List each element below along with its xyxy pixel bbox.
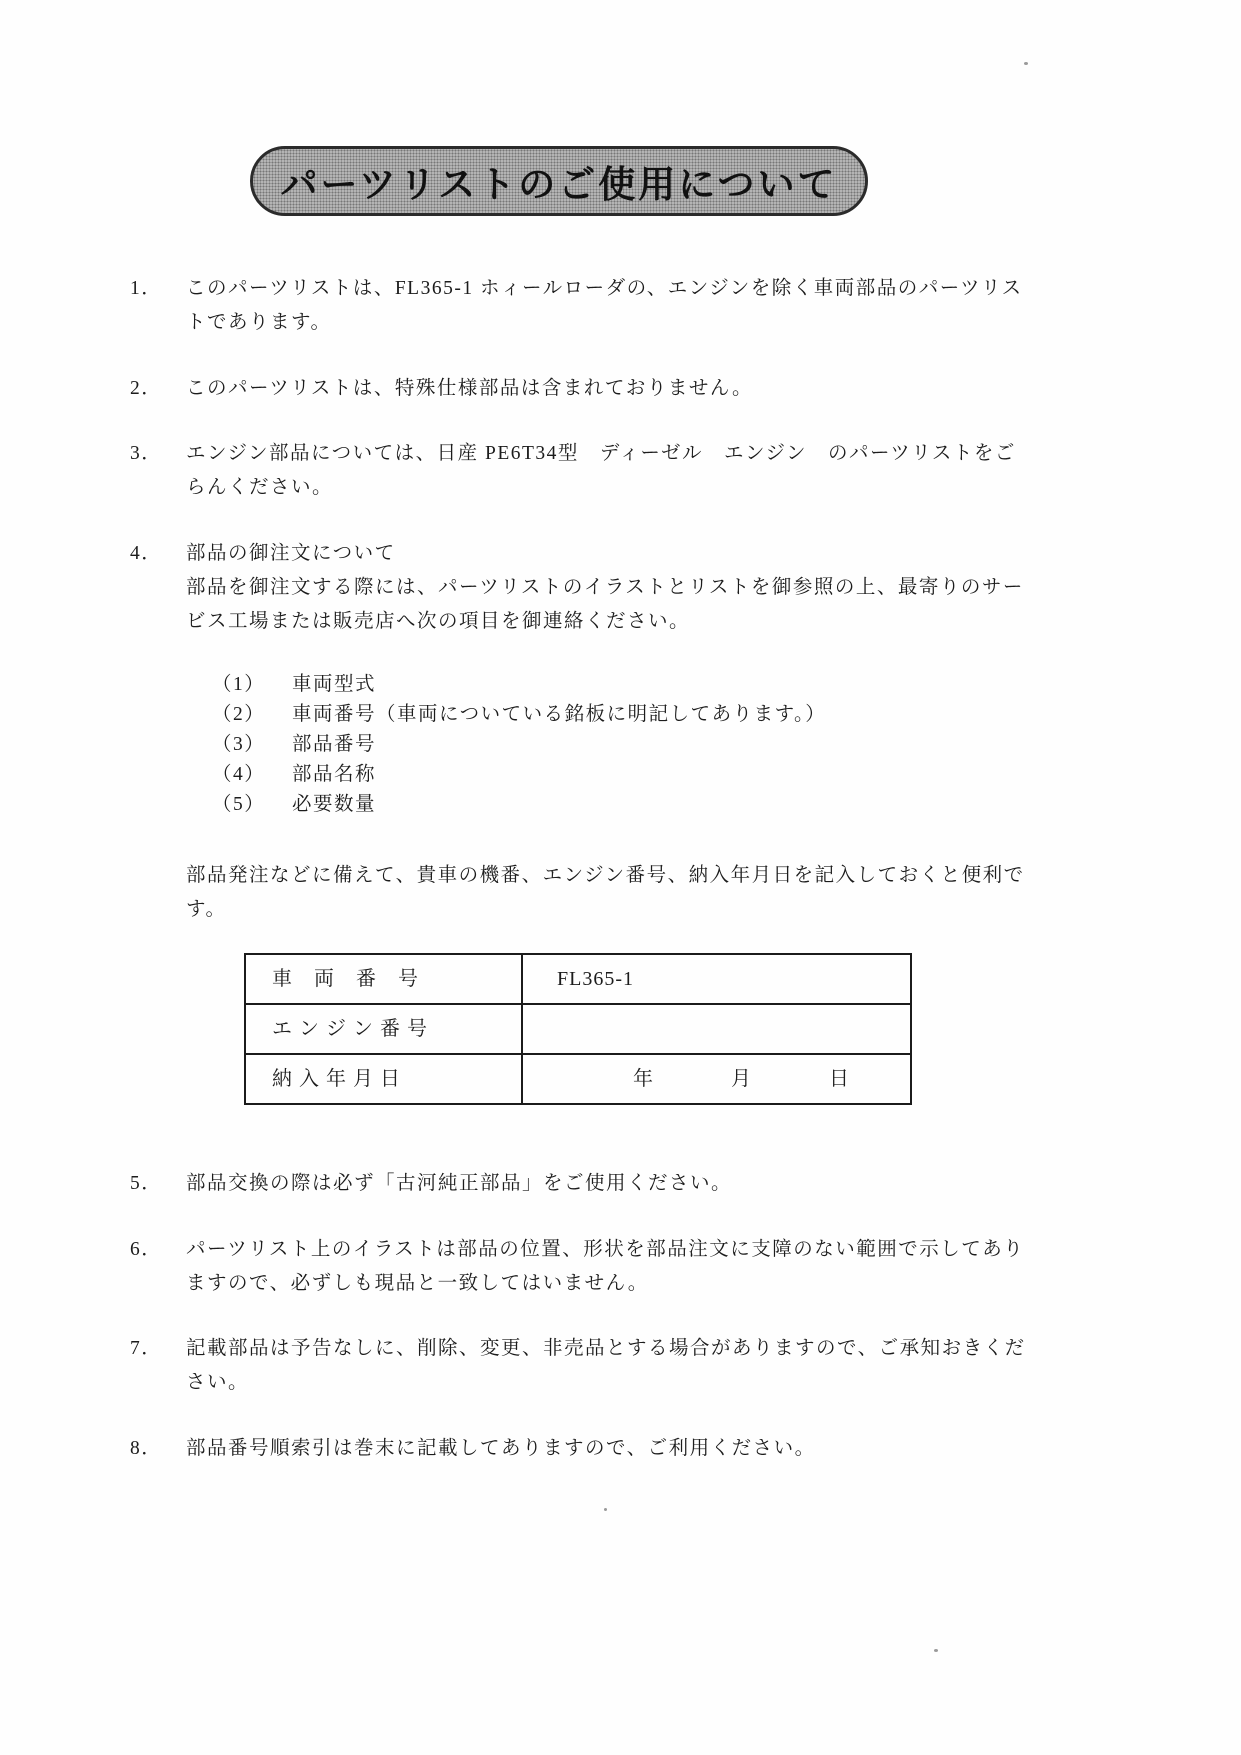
item4-note: 部品発注などに備えて、貴車の機番、エンジン番号、納入年月日を記入しておくと便利です。 (186, 864, 1025, 920)
vehicle-info-table (244, 953, 912, 1105)
item-text: 部品交換の際は必ず「古河純正部品」をご使用ください。 (186, 1173, 733, 1195)
list-item-text: 部品名称 (292, 764, 377, 786)
item-number: 8． (130, 1437, 163, 1459)
item-text: 部品番号順索引は巻末に記載してありますので、ご利用ください。 (186, 1437, 816, 1459)
list-item-number: （4） (212, 764, 266, 786)
scan-artifact (934, 1649, 938, 1652)
item-number: 3． (130, 442, 163, 464)
day-label: 日 (829, 1067, 850, 1090)
table-row (245, 1004, 911, 1054)
item-number: 1． (130, 278, 163, 299)
list-item (212, 670, 1031, 700)
list-item-text: 車両番号（車両についている銘板に明記してあります。） (292, 703, 827, 725)
vehicle-number-value: FL365-1 (522, 954, 911, 1004)
list-item (212, 760, 1031, 790)
delivery-date-value (522, 1054, 911, 1104)
item-text: このパーツリストは、FL365-1 ホィールローダの、エンジンを除く車両部品のパーツリストであります。 (186, 278, 1023, 334)
numbered-item-1 (130, 272, 1031, 341)
engine-number-label: エ ン ジ ン 番 号 (245, 1004, 522, 1054)
month-label: 月 (731, 1067, 752, 1090)
list-item-number: （5） (212, 794, 266, 816)
item-number: 4． (130, 542, 163, 564)
list-item (212, 790, 1031, 820)
table-row (245, 954, 911, 1004)
item-number: 6． (130, 1238, 163, 1260)
item4-heading: 部品の御注文について (186, 542, 396, 564)
item-text: エンジン部品については、日産 PE6T34型 ディーゼル エンジン のパーツリストをごらんください。 (186, 442, 1016, 499)
item-text: パーツリスト上のイラストは部品の位置、形状を部品注文に支障のない範囲で示してありますので、必ずしも現品と一致してはいません。 (186, 1238, 1025, 1294)
page-title: パーツリストのご使用について (280, 165, 838, 206)
list-item (212, 700, 1031, 730)
delivery-date-label: 納 入 年 月 日 (245, 1054, 522, 1104)
numbered-item-2 (130, 372, 1031, 406)
numbered-item-5 (130, 1167, 1031, 1201)
numbered-item-8 (130, 1432, 1031, 1466)
item-number: 2． (130, 377, 163, 399)
engine-number-value (522, 1004, 911, 1054)
item4-text: 部品を御注文する際には、パーツリストのイラストとリストを御参照の上、最寄りのサービス工場または販売店へ次の項目を御連絡ください。 (186, 576, 1024, 633)
scan-artifact (604, 1508, 607, 1511)
year-label: 年 (633, 1067, 654, 1090)
list-item-number: （3） (212, 733, 266, 755)
item-text: このパーツリストは、特殊仕様部品は含まれておりません。 (186, 377, 754, 399)
item-number: 5． (130, 1173, 163, 1195)
item-text: 記載部品は予告なしに、削除、変更、非売品とする場合がありますので、ご承知おきください。 (186, 1338, 1026, 1394)
list-item (212, 730, 1031, 760)
vehicle-number-label: 車 両 番 号 (245, 954, 522, 1004)
list-item-number: （2） (212, 703, 266, 725)
list-item-text: 部品番号 (292, 733, 377, 755)
list-item-text: 車両型式 (292, 673, 377, 695)
date-fields (633, 1062, 850, 1097)
ordering-info-list (212, 670, 1031, 821)
list-item-text: 必要数量 (292, 794, 377, 816)
numbered-item-4 (130, 537, 1031, 1106)
numbered-item-6 (130, 1233, 1031, 1302)
numbered-item-7 (130, 1332, 1031, 1401)
scan-artifact (1024, 62, 1028, 65)
numbered-item-3 (130, 437, 1031, 506)
item-number: 7． (130, 1338, 163, 1360)
title-banner (250, 146, 868, 216)
list-item-number: （1） (212, 673, 266, 695)
table-row (245, 1054, 911, 1104)
item-body (186, 537, 1031, 1106)
